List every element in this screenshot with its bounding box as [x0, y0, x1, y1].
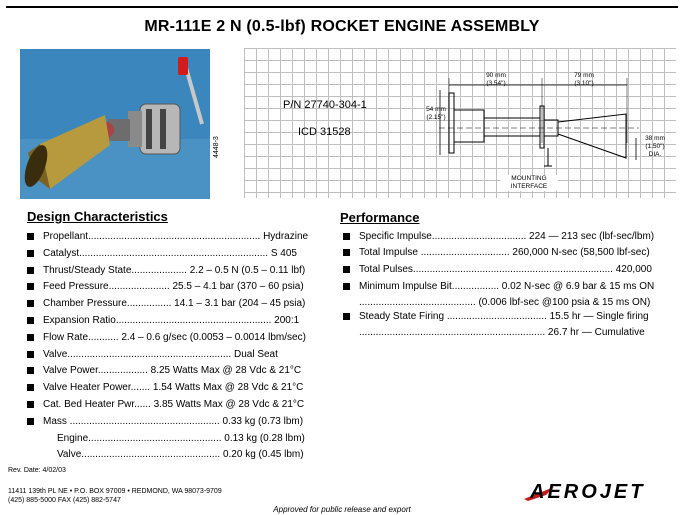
dim-79 — [562, 72, 606, 88]
performance-row-text: Total Pulses........................................................................ 420,000 — [359, 264, 652, 275]
performance-row-text: Total Impulse ................................ 260,000 N-sec (58,500 lbf-sec) — [359, 247, 650, 258]
performance-continuation-text: ................................................................... 26.7 hr — Cumulative — [359, 327, 645, 338]
performance-row-text: Specific Impulse.................................. 224 — 213 sec (lbf-sec/lbm) — [359, 231, 655, 242]
bullet-icon — [27, 267, 34, 274]
approval-note: Approved for public release and export — [273, 505, 411, 514]
design-row-text: Valve........................................................... Dual Seat — [43, 348, 278, 360]
address-block — [8, 487, 222, 505]
design-row-text: Catalyst.................................................................... S 405 — [43, 247, 297, 259]
rev-date: Rev. Date: 4/02/03 — [8, 467, 66, 474]
dim-90-in: (3.54") — [486, 80, 506, 87]
design-sub-row-text: Engine................................................ 0.13 kg (0.28 lbm) — [57, 432, 305, 444]
dim-79-in: (3.10") — [574, 80, 594, 87]
dim-90 — [474, 72, 518, 88]
drawing-outline — [244, 48, 676, 198]
bullet-icon — [343, 283, 350, 290]
bullet-icon — [343, 266, 350, 273]
dim-79-mm: 79 mm — [574, 72, 594, 79]
dim-38-mm: 38 mm — [645, 135, 665, 142]
bullet-icon — [27, 250, 34, 257]
design-heading: Design Characteristics — [27, 209, 168, 224]
dim-38 — [638, 135, 672, 159]
design-row-text: Chamber Pressure................ 14.1 – 3.1 bar (204 – 45 psia) — [43, 298, 306, 310]
bullet-icon — [27, 300, 34, 307]
part-number: P/N 27740-304-1 — [283, 99, 367, 111]
design-sub-row-text: Valve.................................................. 0.20 kg (0.45 lbm) — [57, 449, 304, 461]
bullet-icon — [27, 384, 34, 391]
page-title: MR-111E 2 N (0.5-lbf) ROCKET ENGINE ASSEMBLY — [144, 18, 540, 35]
engine-photo-graphic — [20, 49, 210, 199]
bullet-icon — [27, 283, 34, 290]
address-line: 11411 139th PL NE • P.O. BOX 97009 • REDMOND, WA 98073-9709 — [8, 488, 222, 495]
logo-text: AEROJET — [530, 481, 646, 503]
bullet-icon — [27, 401, 34, 408]
bullet-icon — [27, 334, 34, 341]
dim-54-mm: 54 mm — [426, 106, 446, 113]
mounting-label-line1: MOUNTING — [511, 175, 547, 182]
dim-38-dia: DIA. — [648, 151, 662, 158]
design-row-text: Thrust/Steady State.................... 2.2 – 0.5 N (0.5 – 0.11 lbf) — [43, 264, 306, 276]
engine-photo — [20, 49, 210, 199]
design-row-text: Flow Rate........... 2.4 – 0.6 g/sec (0.0053 – 0.0014 lbm/sec) — [43, 331, 306, 343]
bullet-icon — [343, 233, 350, 240]
design-row-text: Mass ...................................................... 0.33 kg (0.73 lbm) — [43, 415, 304, 427]
aerojet-logo — [530, 481, 645, 504]
design-row-text: Feed Pressure...................... 25.5 – 4.1 bar (370 – 60 psia) — [43, 281, 304, 293]
performance-row-text: Steady State Firing .................................... 15.5 hr — Single firing — [359, 311, 649, 322]
performance-row-text: Minimum Impulse Bit................. 0.02 N-sec @ 6.9 bar & 15 ms ON — [359, 281, 655, 292]
mounting-interface-label — [500, 175, 558, 191]
phone-line: (425) 885-5000 FAX (425) 882-5747 — [8, 497, 121, 504]
engineering-drawing — [244, 48, 676, 198]
design-row-text: Propellant.............................................................. Hydrazine — [43, 231, 309, 242]
bullet-icon — [27, 351, 34, 358]
performance-continuation-text: .......................................... (0.006 lbf-sec @100 psia & 15 ms ON) — [359, 297, 651, 308]
design-row-text: Cat. Bed Heater Pwr...... 3.85 Watts Max @ 28 Vdc & 21°C — [43, 399, 305, 410]
design-row-text: Valve Power.................. 8.25 Watts Max @ 28 Vdc & 21°C — [43, 365, 302, 377]
design-row-text: Expansion Ratio........................................................ 200:1 — [43, 315, 300, 326]
bullet-icon — [343, 313, 350, 320]
icd-number: ICD 31528 — [298, 126, 351, 138]
bullet-icon — [27, 233, 34, 240]
bullet-icon — [27, 418, 34, 425]
mounting-label-line2: INTERFACE — [510, 183, 548, 190]
top-rule — [6, 6, 678, 8]
dim-54 — [420, 106, 452, 122]
bullet-icon — [343, 249, 350, 256]
bullet-icon — [27, 367, 34, 374]
photo-id-label: 4448-3 — [213, 136, 220, 158]
dim-90-mm: 90 mm — [486, 72, 506, 79]
bullet-icon — [27, 317, 34, 324]
design-row-text: Valve Heater Power....... 1.54 Watts Max @ 28 Vdc & 21°C — [43, 382, 304, 394]
performance-heading: Performance — [340, 210, 420, 225]
dim-38-in: (1.50") — [645, 143, 665, 150]
dim-54-in: (2.15") — [426, 114, 446, 121]
